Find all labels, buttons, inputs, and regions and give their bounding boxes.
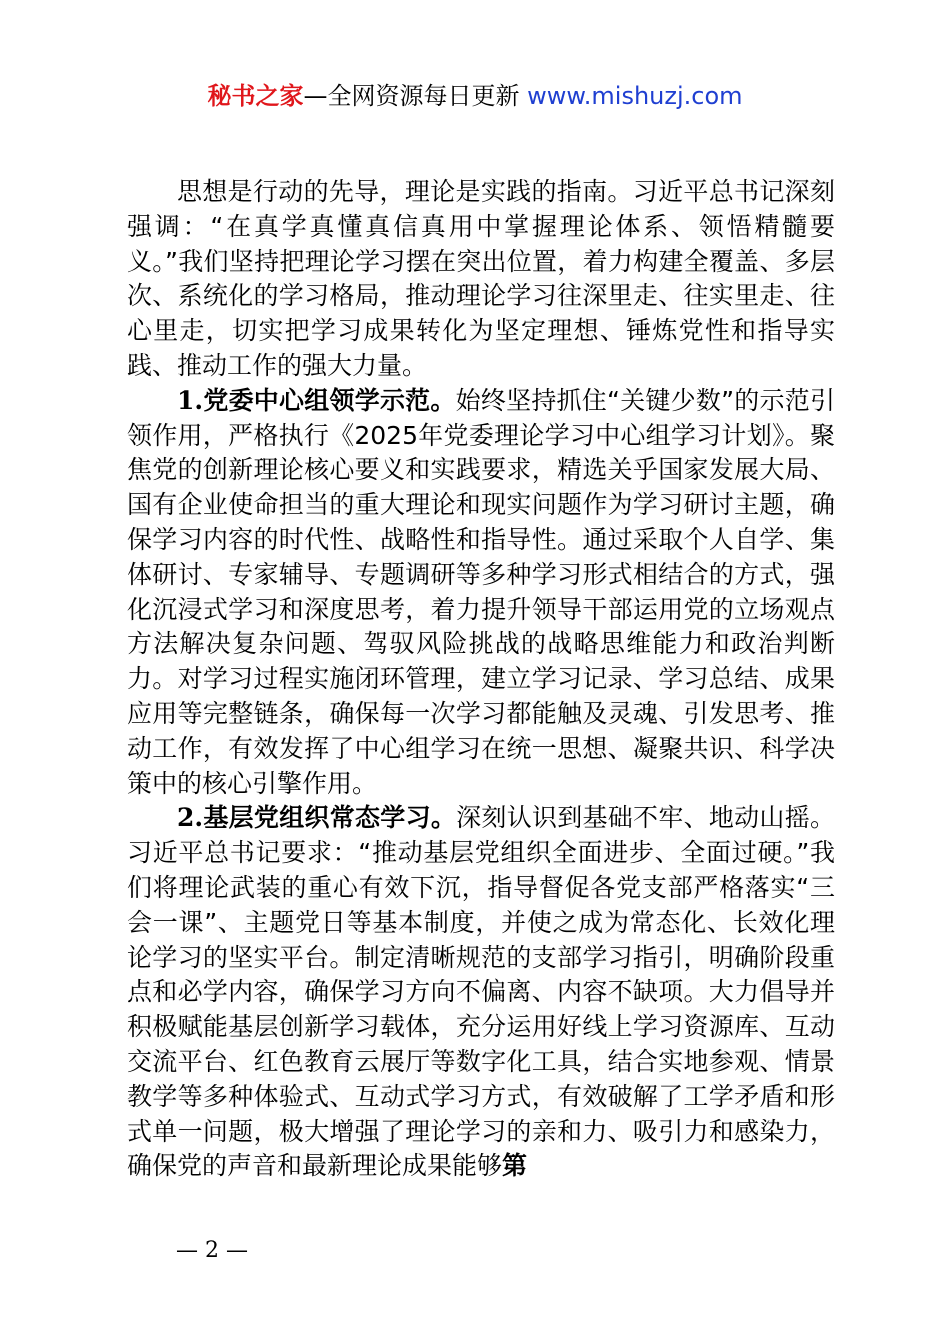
page-number: — 2 — <box>176 1238 248 1263</box>
header-slogan: —全网资源每日更新 <box>303 82 528 110</box>
site-url-link[interactable]: www.mishuzj.com <box>527 82 743 110</box>
brand-name: 秘书之家 <box>207 82 304 110</box>
section-1-number: 1. <box>177 385 204 415</box>
section-2-text: 深刻认识到基础不牢、地动山摇。习近平总书记要求：“推动基层党组织全面进步、全面过硬。”我们将理论武装的重心有效下沉，指导督促各党支部严格落实“三会一课”、主题党日等基本制度，并使之成为常态化、长效化理论学习的坚实平台。制定清晰规范的支部学习指引，明确阶段重点和必学内容，确保学习方向不偏离、内容不缺项。大力倡导并积极赋能基层创新学习载体，充分运用好线上学习资源库、互动交流平台、红色教育云展厅等数字化工具，结合实地参观、情景教学等多种体验式、互动式学习方式，有效破解了工学矛盾和形式单一问题，极大增强了理论学习的亲和力、吸引力和感染力，确保党的声音和最新理论成果能够 <box>127 803 835 1181</box>
section-1-heading: 党委中心组领学示范。 <box>203 385 456 415</box>
section-2-continuation-char: 第 <box>502 1151 528 1181</box>
intro-paragraph: 思想是行动的先导，理论是实践的指南。习近平总书记深刻强调：“在真学真懂真信真用中掌握理论体系、领悟精髓要义。”我们坚持把理论学习摆在突出位置，着力构建全覆盖、多层次、系统化的学习格局，推动理论学习往深里走、往实里走、往心里走，切实把学习成果转化为坚定理想、锤炼党性和指导实践、推动工作的强大力量。 <box>127 177 835 380</box>
section-2-heading: 基层党组织常态学习。 <box>203 803 457 833</box>
section-1-text: 始终坚持抓住“关键少数”的示范引领作用，严格执行《2025年党委理论学习中心组学习计划》。聚焦党的创新理论核心要义和实践要求，精选关乎国家发展大局、国有企业使命担当的重大理论和现实问题作为学习研讨主题，确保学习内容的时代性、战略性和指导性。通过采取个人自学、集体研讨、专家辅导、专题调研等多种学习形式相结合的方式，强化沉浸式学习和深度思考，着力提升领导干部运用党的立场观点方法解决复杂问题、驾驭风险挑战的战略思维能力和政治判断力。对学习过程实施闭环管理，建立学习记录、学习总结、成果应用等完整链条，确保每一次学习都能触及灵魂、引发思考、推动工作，有效发挥了中心组学习在统一思想、凝聚共识、科学决策中的核心引擎作用。 <box>127 385 835 798</box>
site-header <box>0 80 950 112</box>
section-2-paragraph <box>127 801 835 1184</box>
section-1-paragraph <box>127 384 835 802</box>
document-body <box>127 175 835 1184</box>
section-2-number: 2. <box>177 803 204 833</box>
